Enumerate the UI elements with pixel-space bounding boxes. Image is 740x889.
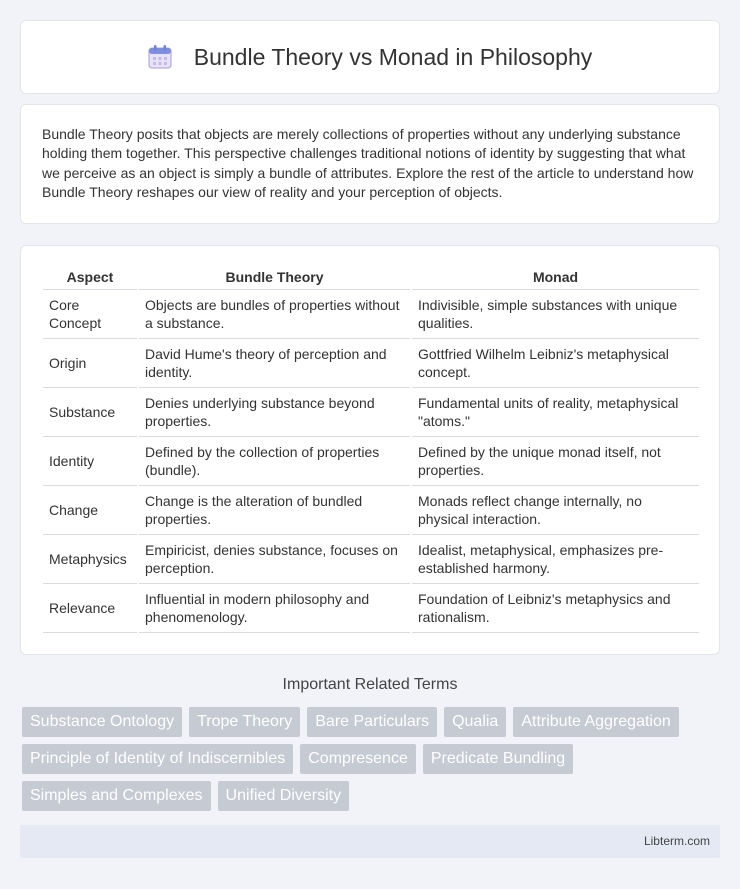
cell-aspect: Substance (43, 388, 137, 437)
table-row (43, 388, 699, 437)
related-term-tag[interactable]: Unified Diversity (218, 781, 350, 811)
header-aspect: Aspect (43, 265, 137, 290)
table-row (43, 584, 699, 633)
comparison-table-card (20, 245, 720, 655)
cell-monad: Idealist, metaphysical, emphasizes pre-established harmony. (412, 535, 699, 584)
related-term-tag[interactable]: Compresence (300, 744, 416, 774)
intro-card (20, 104, 720, 224)
related-term-tag[interactable]: Trope Theory (189, 707, 300, 737)
cell-monad: Gottfried Wilhelm Leibniz's metaphysical concept. (412, 339, 699, 388)
cell-aspect: Change (43, 486, 137, 535)
cell-bundle-theory: Denies underlying substance beyond properties. (139, 388, 410, 437)
table-row (43, 290, 699, 339)
related-term-tag[interactable]: Simples and Complexes (22, 781, 211, 811)
page-title: Bundle Theory vs Monad in Philosophy (193, 43, 593, 70)
related-terms-title: Important Related Terms (282, 676, 458, 693)
cell-aspect: Core Concept (43, 290, 137, 339)
related-term-tag[interactable]: Principle of Identity of Indiscernibles (22, 744, 293, 774)
related-term-tag[interactable]: Bare Particulars (307, 707, 437, 737)
cell-aspect: Origin (43, 339, 137, 388)
related-term-tag[interactable]: Predicate Bundling (423, 744, 573, 774)
calendar-icon (148, 44, 172, 70)
cell-aspect: Relevance (43, 584, 137, 633)
comparison-table (41, 265, 701, 633)
footer (20, 825, 720, 858)
cell-bundle-theory: Empiricist, denies substance, focuses on perception. (139, 535, 410, 584)
cell-bundle-theory: Objects are bundles of properties without a substance. (139, 290, 410, 339)
cell-bundle-theory: Change is the alteration of bundled properties. (139, 486, 410, 535)
related-term-tag[interactable]: Qualia (444, 707, 506, 737)
cell-bundle-theory: Influential in modern philosophy and phenomenology. (139, 584, 410, 633)
table-row (43, 437, 699, 486)
cell-bundle-theory: Defined by the collection of properties (bundle). (139, 437, 410, 486)
cell-monad: Monads reflect change internally, no physical interaction. (412, 486, 699, 535)
header-bundle-theory: Bundle Theory (139, 265, 410, 290)
table-row (43, 535, 699, 584)
header-monad: Monad (412, 265, 699, 290)
table-row (43, 339, 699, 388)
related-term-tag[interactable]: Substance Ontology (22, 707, 182, 737)
cell-monad: Fundamental units of reality, metaphysical "atoms." (412, 388, 699, 437)
intro-text: Bundle Theory posits that objects are merely collections of properties without any underlying substance holding them together. This perspective challenges traditional notions of identity by suggesting that what we perceive as an object is simply a bundle of attributes. Explore the rest of the article to understand how Bundle Theory reshapes our view of reality and your perception of objects. (42, 126, 694, 201)
related-term-tag[interactable]: Attribute Aggregation (513, 707, 678, 737)
table-header-row (43, 265, 699, 290)
cell-monad: Indivisible, simple substances with unique qualities. (412, 290, 699, 339)
cell-aspect: Metaphysics (43, 535, 137, 584)
cell-monad: Foundation of Leibniz's metaphysics and rationalism. (412, 584, 699, 633)
cell-bundle-theory: David Hume's theory of perception and identity. (139, 339, 410, 388)
footer-site-link[interactable]: Libterm.com (643, 834, 710, 848)
cell-aspect: Identity (43, 437, 137, 486)
cell-monad: Defined by the unique monad itself, not properties. (412, 437, 699, 486)
header-card (20, 20, 720, 94)
table-row (43, 486, 699, 535)
related-terms-list (22, 707, 722, 811)
